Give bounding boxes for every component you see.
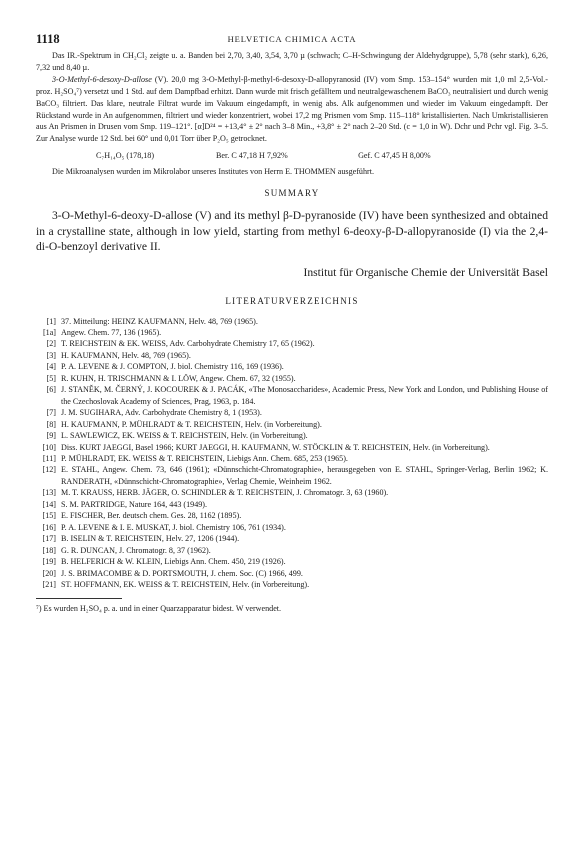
paper-page	[36, 28, 548, 614]
reference-text: Angew. Chem. 77, 136 (1965).	[61, 328, 162, 338]
journal-name: HELVETICA CHIMICA ACTA	[227, 34, 357, 44]
reference-number: [13]	[42, 488, 56, 498]
reference-number: [10]	[42, 442, 56, 452]
reference-number: [20]	[42, 568, 56, 578]
reference-number: [14]	[42, 499, 56, 509]
reference-item	[36, 533, 548, 544]
reference-item	[36, 568, 548, 579]
reference-text: M. T. KRAUSS, HERB. JÄGER, O. SCHINDLER & T. REICHSTEIN, J. Chromatogr. 3, 63 (1960).	[61, 488, 389, 498]
reference-item	[36, 361, 548, 372]
reference-item	[36, 499, 548, 510]
reference-text: J. M. SUGIHARA, Adv. Carbohydrate Chemistry 8, 1 (1953).	[61, 408, 262, 418]
reference-text: E. FISCHER, Ber. deutsch chem. Ges. 28, 1162 (1895).	[61, 511, 242, 521]
experimental-section	[36, 50, 548, 145]
reference-text: J. STANĚK, M. ČERNÝ, J. KOCOUREK & J. PACÁK, «The Monosaccharides», Academic Press, New York and London, und Publishing House of the Czechoslovak Academy of Sciences, Prag, 1963, p. 184.	[61, 385, 548, 406]
reference-number: [12]	[42, 465, 56, 475]
microanalysis-note: Die Mikroanalysen wurden im Mikrolabor unseres Institutes von Herrn E. THOMMEN ausgeführt.	[52, 167, 374, 177]
reference-item	[36, 338, 548, 349]
reference-number: [15]	[42, 511, 56, 521]
reference-text: B. ISELIN & T. REICHSTEIN, Helv. 27, 1206 (1944).	[61, 534, 240, 544]
reference-number: [5]	[46, 373, 56, 383]
reference-list	[36, 316, 548, 591]
reference-text: J. S. BRIMACOMBE & D. PORTSMOUTH, J. chem. Soc. (C) 1966, 499.	[61, 568, 303, 578]
reference-number: [21]	[42, 579, 56, 589]
reference-item	[36, 373, 548, 384]
found-values: Gef. C 47,45 H 8,00%	[358, 151, 431, 161]
reference-text: E. STAHL, Angew. Chem. 73, 646 (1961); «Dünnschicht-Chromatographie», herausgegeben von E. STAHL, Springer-Verlag, Berlin 1962; K. RANDERATH, «Dünnschicht-Chromatographie», Verlag Chemie, Weinheim 1962.	[61, 465, 548, 486]
reference-number: [17]	[42, 534, 56, 544]
page-header	[36, 28, 548, 50]
reference-text: R. KUHN, H. TRISCHMANN & I. LÖW, Angew. Chem. 67, 32 (1955).	[61, 373, 296, 383]
reference-item	[36, 579, 548, 590]
reference-item	[36, 350, 548, 361]
reference-number: [18]	[42, 545, 56, 555]
reference-item	[36, 407, 548, 418]
reference-item	[36, 419, 548, 430]
reference-number: [7]	[46, 408, 56, 418]
calculated-values: Ber. C 47,18 H 7,92%	[216, 151, 288, 161]
reference-number: [2]	[46, 339, 56, 349]
elemental-analysis	[36, 150, 548, 162]
molecular-formula: C₇H₁₄O₅ (178,18)	[96, 151, 155, 161]
reference-number: [11]	[42, 454, 56, 463]
footnote: ⁷) Es wurden H₂SO₄ p. a. und in einer Quarzapparatur bidest. W verwendet.	[36, 604, 282, 614]
reference-text: T. REICHSTEIN & EK. WEISS, Adv. Carbohydrate Chemistry 17, 65 (1962).	[61, 339, 315, 349]
reference-number: [19]	[42, 557, 56, 567]
reference-item	[36, 384, 548, 407]
reference-text: S. M. PARTRIDGE, Nature 164, 443 (1949).	[61, 499, 208, 509]
reference-item	[36, 453, 548, 464]
reference-text: G. R. DUNCAN, J. Chromatogr. 8, 37 (1962).	[61, 545, 211, 555]
reference-text: B. HELFERICH & W. KLEIN, Liebigs Ann. Chem. 450, 219 (1926).	[61, 557, 286, 567]
reference-text: H. KAUFMANN, Helv. 48, 769 (1965).	[61, 350, 191, 360]
reference-item	[36, 464, 548, 487]
reference-number: [1a]	[42, 328, 56, 338]
reference-item	[36, 430, 548, 441]
allose-procedure-paragraph	[36, 74, 548, 145]
reference-item	[36, 510, 548, 521]
reference-text: ST. HOFFMANN, EK. WEISS & T. REICHSTEIN, Helv. (in Vorbereitung).	[61, 579, 310, 589]
references-heading: LITERATURVERZEICHNIS	[225, 295, 359, 306]
reference-number: [16]	[42, 522, 56, 532]
reference-text: P. A. LEVENE & J. COMPTON, J. biol. Chemistry 116, 169 (1936).	[61, 362, 284, 372]
reference-number: [6]	[46, 385, 56, 395]
compound-title: 3-O-Methyl-6-desoxy-D-allose	[52, 74, 152, 84]
reference-item	[36, 545, 548, 556]
reference-item	[36, 316, 548, 327]
reference-text: L. SAWLEWICZ, EK. WEISS & T. REICHSTEIN, Helv. (in Vorbereitung).	[61, 431, 308, 441]
footnote-divider	[36, 598, 122, 599]
reference-item	[36, 327, 548, 338]
reference-item	[36, 487, 548, 498]
reference-text: P. A. LEVENE & I. E. MUSKAT, J. biol. Chemistry 106, 761 (1934).	[61, 522, 286, 532]
ir-spectrum-paragraph: Das IR.-Spektrum in CH₂Cl₂ zeigte u. a. Banden bei 2,70, 3,40, 3,54, 3,70 µ (schwach; C–H-Schwingung der Aldehydgruppe), 5,78 (sehr stark), 6,26, 7,32 und 8,40 µ.	[36, 51, 548, 72]
summary-text: 3-O-Methyl-6-deoxy-D-allose (V) and its methyl β-D-pyranoside (IV) have been synthesized and obtained in a crystalline state, although in low yield, starting from methyl 6-deoxy-β-D-allopyranoside (I) via the 2,4-di-O-benzoyl derivative II.	[36, 209, 548, 254]
reference-text: Diss. KURT JAEGGI, Basel 1966; KURT JAEGGI, H. KAUFMANN, W. STÖCKLIN & T. REICHSTEIN, Helv. (in Vorbereitung).	[61, 442, 490, 452]
acknowledgement-block	[36, 166, 548, 178]
reference-number: [3]	[46, 350, 56, 360]
reference-item	[36, 442, 548, 453]
reference-number: [8]	[46, 419, 56, 429]
reference-text: P. MÜHLRADT, EK. WEISS & T. REICHSTEIN, Liebigs Ann. Chem. 685, 253 (1965).	[61, 454, 348, 463]
reference-item	[36, 522, 548, 533]
institute-affiliation: Institut für Organische Chemie der Universität Basel	[303, 265, 548, 279]
procedure-text: (V). 20,0 mg 3-O-Methyl-β-methyl-6-desoxy-D-allopyranosid (IV) vom Smp. 153–154° wurden mit 1,0 ml 2,5-Vol.-proz. H₂SO₄⁷) versetzt und 1 Std. auf dem Dampfbad erhitzt. Dann wurde mit frisch gefälltem und neutralgewaschenem BaCO₃ neutralisiert und durch wenig BaCO₃ filtriert. Das klare, neutrale Filtrat wurde im Vakuum eingedampft, in wenig abs. Alk aufgenommen und wieder im Vakuum eingedampft. Der Rückstand wurde in An aufgenommen, filtriert und wieder konzentriert, wobei 17,2 mg Prismen vom Smp. 115–118° kristallisierten. Nach Umkristallisieren aus An Prismen in Drusen vom Smp. 119–121°. [α]D²⁴ = +13,4° ± 2° nach 3–8 Min., +3,8° ± 2° nach 2–20 Std. (c = 1,0 in W). Dchr und Pchr vgl. Fig. 3–5. Zur Analyse wurde 12 Std. bei 60° und 0,01 Torr über P₂O₅ getrocknet.	[36, 74, 548, 144]
reference-text: 37. Mitteilung: HEINZ KAUFMANN, Helv. 48, 769 (1965).	[61, 316, 258, 326]
page-number: 1118	[36, 32, 60, 46]
reference-number: [9]	[46, 431, 56, 441]
reference-number: [4]	[46, 362, 56, 372]
reference-text: H. KAUFMANN, P. MÜHLRADT & T. REICHSTEIN, Helv. (in Vorbereitung).	[61, 419, 322, 429]
reference-number: [1]	[46, 316, 56, 326]
summary-heading: SUMMARY	[264, 188, 320, 199]
reference-item	[36, 556, 548, 567]
